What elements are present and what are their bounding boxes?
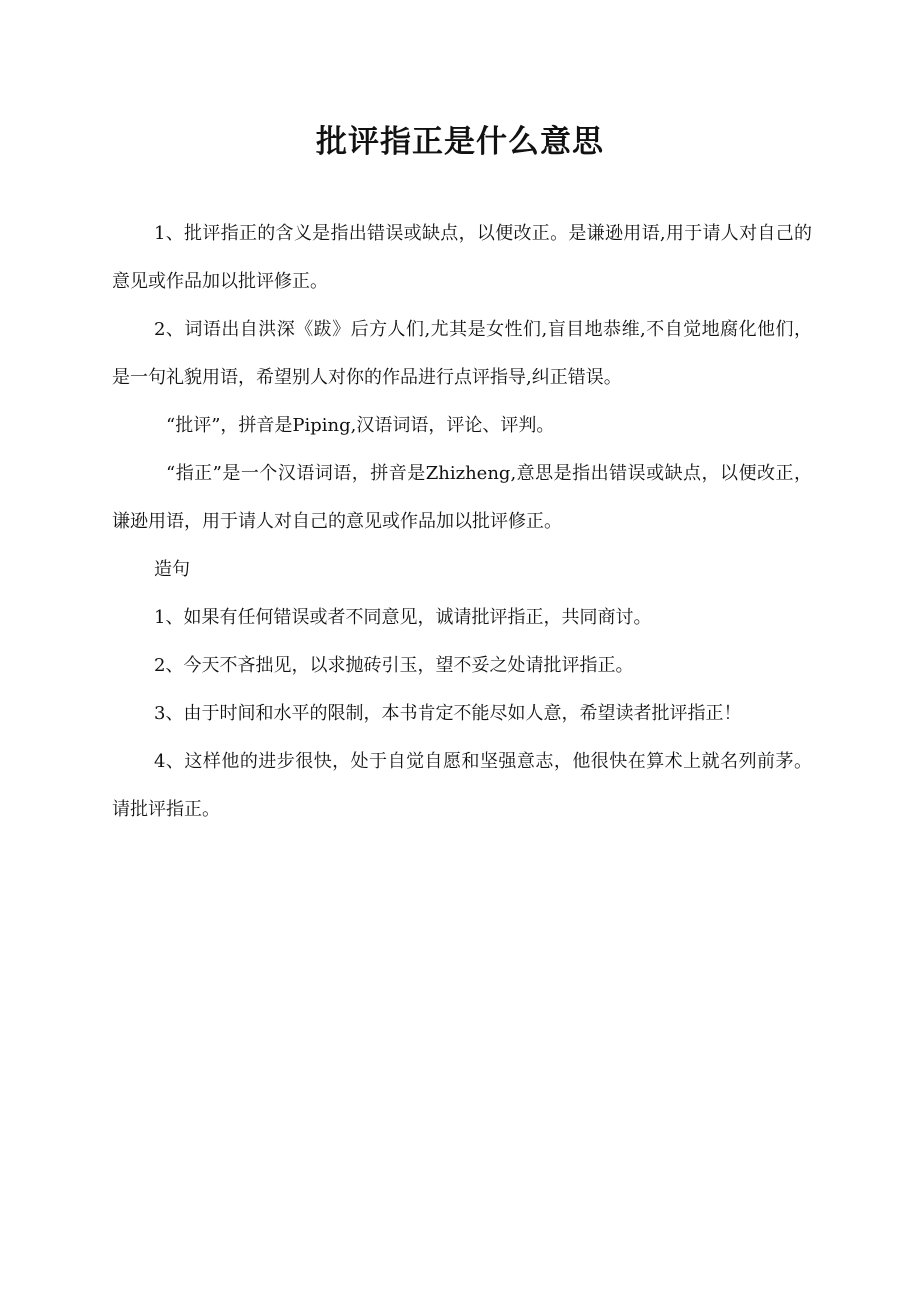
example-sentence-3: 3、由于时间和水平的限制，本书肯定不能尽如人意，希望读者批评指正！ [154, 703, 742, 724]
paragraph-piping: “批评”，拼音是Piping,汉语词语，评论、评判。 [166, 415, 555, 436]
example-sentence-2: 2、今天不吝拙见，以求抛砖引玉，望不妥之处请批评指正。 [154, 655, 634, 676]
example-sentence-4: 4、这样他的进步很快，处于自觉自愿和坚强意志，他很快在算术上就名列前茅。请批评指正。 [112, 751, 812, 820]
example-sentence-1: 1、如果有任何错误或者不同意见，诚请批评指正，共同商讨。 [154, 607, 652, 628]
document-body [112, 210, 812, 834]
document-title: 批评指正是什么意思 [316, 124, 604, 160]
paragraph-definition: 1、批评指正的含义是指出错误或缺点，以便改正。是谦逊用语,用于请人对自己的意见或作品加以批评修正。 [112, 223, 812, 292]
section-heading-example-sentences: 造句 [154, 559, 190, 580]
paragraph-zhizheng: “指正”是一个汉语词语，拼音是Zhizheng,意思是指出错误或缺点，以便改正，谦逊用语，用于请人对自己的意见或作品加以批评修正。 [112, 463, 812, 532]
paragraph-origin: 2、词语出自洪深《跋》后方人们,尤其是女性们,盲目地恭维,不自觉地腐化他们，是一句礼貌用语，希望别人对你的作品进行点评指导,纠正错误。 [112, 319, 812, 388]
